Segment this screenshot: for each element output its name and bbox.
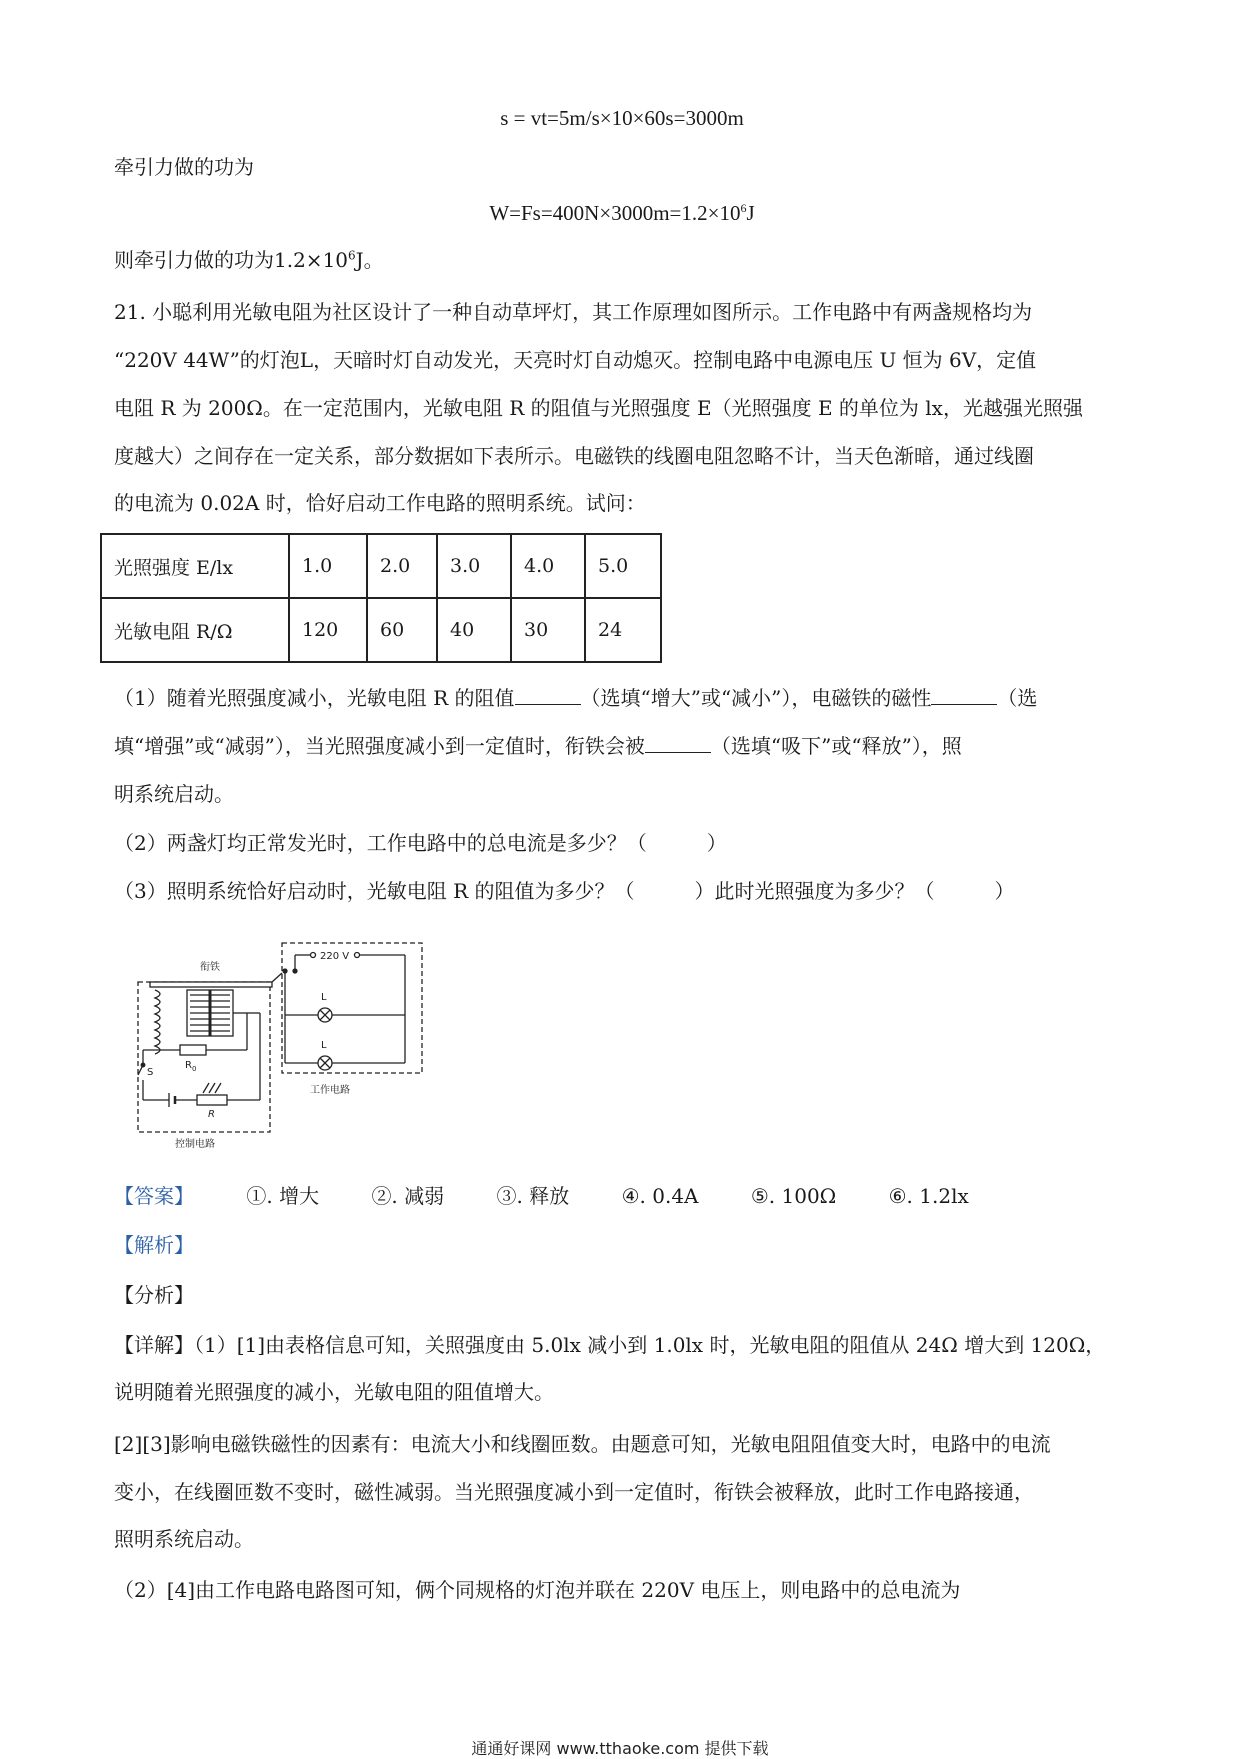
subquestion-2: （2）两盏灯均正常发光时，工作电路中的总电流是多少？（ ） — [114, 831, 727, 855]
table-cell: 2.0 — [367, 534, 437, 598]
detail-tag: 【详解】 — [114, 1333, 194, 1357]
answer-tag: 【答案】 — [114, 1184, 194, 1208]
answer-item: ⑥. 1.2lx — [888, 1184, 969, 1208]
table-cell-label: 光照强度 E/lx — [101, 534, 289, 598]
work-circuit-caption: 工作电路 — [310, 1085, 350, 1096]
detail-line: （2）[4]由工作电路电路图可知，俩个同规格的灯泡并联在 220V 电压上，则电路中的总电流为 — [114, 1578, 961, 1602]
data-table — [100, 533, 662, 663]
answer-item: ①. 增大 — [246, 1184, 320, 1208]
table-cell: 3.0 — [437, 534, 511, 598]
table-cell: 120 — [289, 598, 367, 662]
answer-line — [114, 1182, 1130, 1210]
r0-label: $R_0$ — [185, 1060, 197, 1073]
circuit-diagram — [135, 935, 435, 1153]
terminal-icon — [311, 953, 316, 958]
table-row — [101, 598, 661, 662]
table-cell: 30 — [511, 598, 585, 662]
detail-line: 照明系统启动。 — [114, 1527, 254, 1551]
table-cell: 5.0 — [585, 534, 661, 598]
table-row — [101, 534, 661, 598]
subquestion-1-line-1: （1）随着光照强度减小，光敏电阻 R 的阻值 （选填“增大”或“减小”），电磁铁的磁性 （选 — [114, 686, 1038, 710]
contact-icon — [283, 969, 287, 973]
question-line: 电阻 R 为 200Ω。在一定范围内，光敏电阻 R 的阻值与光照强度 E（光照强度 E 的单位为 lx，光越强光照强 — [114, 396, 1083, 420]
detail-line: [2][3]影响电磁铁磁性的因素有：电流大小和线圈匝数。由题意可知，光敏电阻阻值变大时，电路中的电流 — [114, 1432, 1051, 1456]
spring-icon — [155, 990, 160, 1054]
answer-blank[interactable] — [645, 734, 711, 753]
answer-item: ⑤. 100Ω — [750, 1184, 837, 1208]
subquestion-3: （3）照明系统恰好启动时，光敏电阻 R 的阻值为多少？（ ）此时光照强度为多少？（ ） — [114, 879, 1015, 903]
photoresistor-icon — [197, 1095, 227, 1105]
armature-label: 衔铁 — [200, 962, 220, 973]
r-label: R — [208, 1109, 215, 1120]
work-formula: $W=Fs=400N\times 3000m=1.2\times 10^6J$ — [489, 201, 755, 225]
table-cell: 1.0 — [289, 534, 367, 598]
answer-item: ③. 释放 — [496, 1184, 570, 1208]
subquestion-1-line-3: 明系统启动。 — [114, 782, 234, 806]
question-line: 的电流为 0.02A 时，恰好启动工作电路的照明系统。试问： — [114, 491, 646, 515]
armature-bar — [150, 982, 272, 987]
question-line: 21. 小聪利用光敏电阻为社区设计了一种自动草坪灯，其工作原理如图所示。工作电路中有两盏规格均为 — [114, 300, 1033, 324]
light-arrows-icon — [203, 1083, 221, 1093]
answer-blank[interactable] — [515, 686, 581, 705]
table-cell-label: 光敏电阻 R/Ω — [101, 598, 289, 662]
work-label: 牵引力做的功为 — [114, 155, 254, 179]
question-line: 度越大）之间存在一定关系，部分数据如下表所示。电磁铁的线圈电阻忽略不计，当天色渐暗，通过线圈 — [114, 444, 1034, 468]
detail-line: 说明随着光照强度的减小，光敏电阻的阻值增大。 — [114, 1380, 554, 1404]
subquestion-1-line-2: 填“增强”或“减弱”），当光照强度减小到一定值时，衔铁会被 （选填“吸下”或“释放”），照 — [114, 734, 962, 758]
lamp-label: L — [321, 992, 327, 1003]
answer-item: ④. 0.4A — [621, 1184, 699, 1208]
table-cell: 24 — [585, 598, 661, 662]
terminal-icon — [355, 953, 360, 958]
detail-line: 变小，在线圈匝数不变时，磁性减弱。当光照强度减小到一定值时，衔铁会被释放，此时工作电路接通， — [114, 1480, 1034, 1504]
answer-item: ②. 减弱 — [371, 1184, 445, 1208]
question-line: “220V 44W”的灯泡L，天暗时灯自动发光，天亮时灯自动熄灭。控制电路中电源电压 U 恒为 6V，定值 — [114, 348, 1037, 372]
table-cell: 4.0 — [511, 534, 585, 598]
lamp-label: L — [321, 1040, 327, 1051]
work-circuit-box — [282, 943, 422, 1073]
table-cell: 60 — [367, 598, 437, 662]
work-conclusion: 则牵引力做的功为$1.2\times 10^6J$。 — [114, 248, 384, 272]
control-circuit-caption: 控制电路 — [175, 1139, 215, 1150]
distance-formula: s = vt=5m/s×10×60s=3000m — [500, 106, 744, 130]
fixed-resistor-icon — [180, 1045, 206, 1055]
answer-blank[interactable] — [931, 686, 997, 705]
voltage-label: 220 V — [320, 951, 350, 962]
analysis-tag: 【分析】 — [114, 1283, 194, 1307]
detail-line: 【详解】（1）[1]由表格信息可知，关照强度由 5.0lx 减小到 1.0lx 时，光敏电阻的阻值从 24Ω 增大到 120Ω， — [114, 1333, 1106, 1357]
table-cell: 40 — [437, 598, 511, 662]
page-footer: 通通好课网 www.tthaoke.com 提供下载 — [471, 1739, 769, 1758]
switch-label: S — [147, 1067, 154, 1078]
parse-tag: 【解析】 — [114, 1233, 194, 1257]
